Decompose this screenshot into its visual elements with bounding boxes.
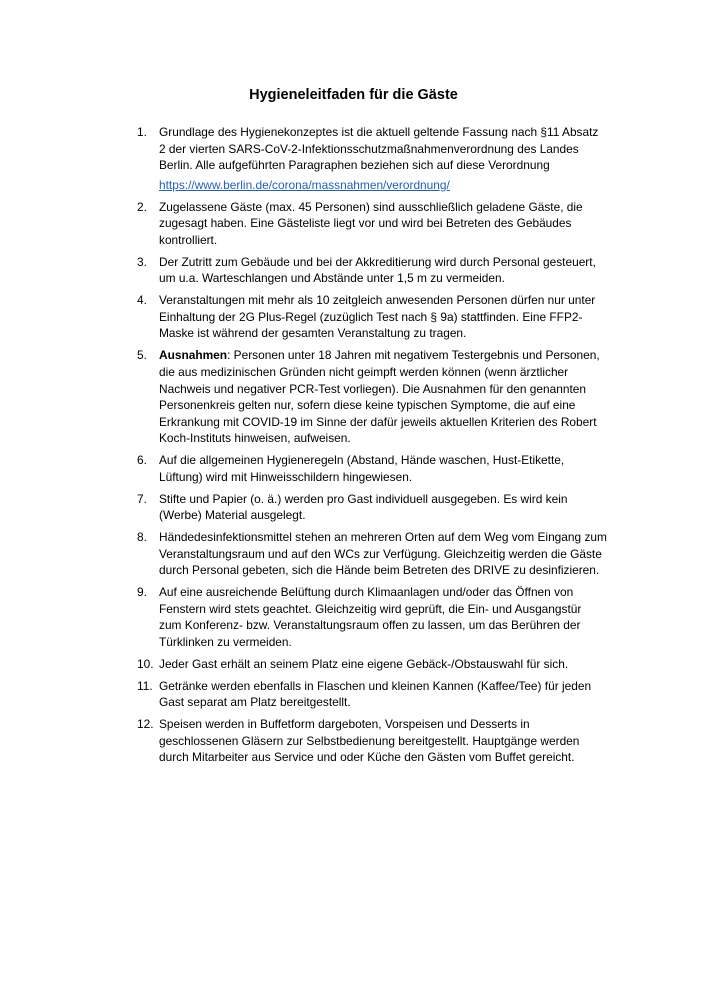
item-text: Zugelassene Gäste (max. 45 Personen) sind ausschließlich geladene Gäste, die zugesagt haben. Eine Gästeliste liegt vor und wird bei Betreten des Gebäudes kontrolliert. [159,199,583,247]
item-text: Speisen werden in Buffetform dargeboten, Vorspeisen und Desserts in geschlossenen Gläsern zur Selbstbedienung bereitgestellt. Hauptgänge werden durch Mitarbeiter aus Service und oder Küche den Gästen vom Buffet gereicht. [159,717,580,765]
item-text: : Personen unter 18 Jahren mit negativem Testergebnis und Personen, die aus medizinischen Gründen nicht geimpft werden können (wenn ärztlicher Nachweis und negativer PCR-Test vorliegen). Die Ausnahmen für den genannten Personenkreis gelten nur, sofern diese keine typischen Symptome, die auf eine Erkrankung mit COVID-19 im Sinne der dafür jeweils aktuellen Kriterien des Robert Koch-Instituts hinweisen, aufweisen. [159,348,600,446]
item-text: Veranstaltungen mit mehr als 10 zeitgleich anwesenden Personen dürfen nur unter Einhaltung der 2G Plus-Regel (zuzüglich Test nach § 9a) stattfinden. Eine FFP2-Maske ist während der gesamten Veranstaltung zu tragen. [159,293,596,341]
list-item [137,452,607,485]
item-text: Stifte und Papier (o. ä.) werden pro Gast individuell ausgegeben. Es wird kein (Werbe) Material ausgelegt. [159,491,568,523]
rules-list [137,124,607,771]
item-text: Getränke werden ebenfalls in Flaschen und kleinen Kannen (Kaffee/Tee) für jeden Gast separat am Platz bereitgestellt. [159,678,592,710]
item-number: 7. [137,491,147,506]
list-item [137,254,607,287]
item-number: 11. [137,678,153,693]
page-title: Hygieneleitfaden für die Gäste [249,87,458,103]
list-item [137,199,607,249]
list-item [137,529,607,579]
list-item [137,716,607,766]
item-number: 2. [137,199,147,214]
list-item [137,292,607,342]
item-number: 12. [137,717,154,732]
regulation-link[interactable]: https://www.berlin.de/corona/massnahmen/verordnung/ [159,177,450,192]
list-item [137,678,607,711]
list-item [137,584,607,650]
item-number: 5. [137,348,147,363]
item-bold-lead: Ausnahmen [159,348,228,363]
item-text: Der Zutritt zum Gebäude und bei der Akkreditierung wird durch Personal gesteuert, um u.a. Warteschlangen und Abstände unter 1,5 m zu vermeiden. [159,254,596,286]
list-item [137,491,607,524]
item-number: 8. [137,530,147,545]
item-number: 4. [137,293,147,308]
item-text: Händedesinfektionsmittel stehen an mehreren Orten auf dem Weg vom Eingang zum Veranstaltungsraum und auf den WCs zur Verfügung. Gleichzeitig werden die Gäste durch Personal gebeten, sich die Hände beim Betreten des DRIVE zu desinfizieren. [159,530,607,578]
item-text: Jeder Gast erhält an seinem Platz eine eigene Gebäck-/Obstauswahl für sich. [159,656,569,671]
list-item [137,124,607,193]
item-number: 10. [137,656,154,671]
item-text: Auf eine ausreichende Belüftung durch Klimaanlagen und/oder das Öffnen von Fenstern wird stets geachtet. Gleichzeitig wird geprüft, die Ein- und Ausgangstür zum Konferenz- bzw. Veranstaltungsraum offen zu lassen, um das Berühren der Türklinken zu vermeiden. [159,585,582,649]
item-text: Grundlage des Hygienekonzeptes ist die aktuell geltende Fassung nach §11 Absatz 2 der vierten SARS-CoV-2-Infektionsschutzmaßnahmenverordnung des Landes Berlin. Alle aufgeführten Paragraphen beziehen sich auf diese Verordnung [159,125,599,173]
item-number: 6. [137,453,147,468]
item-number: 9. [137,585,147,600]
item-text: Auf die allgemeinen Hygieneregeln (Abstand, Hände waschen, Hust-Etikette, Lüftung) wird mit Hinweisschildern hingewiesen. [159,453,565,484]
item-number: 3. [137,254,147,269]
list-item [137,656,607,673]
list-item [137,347,607,447]
item-number: 1. [137,125,147,139]
